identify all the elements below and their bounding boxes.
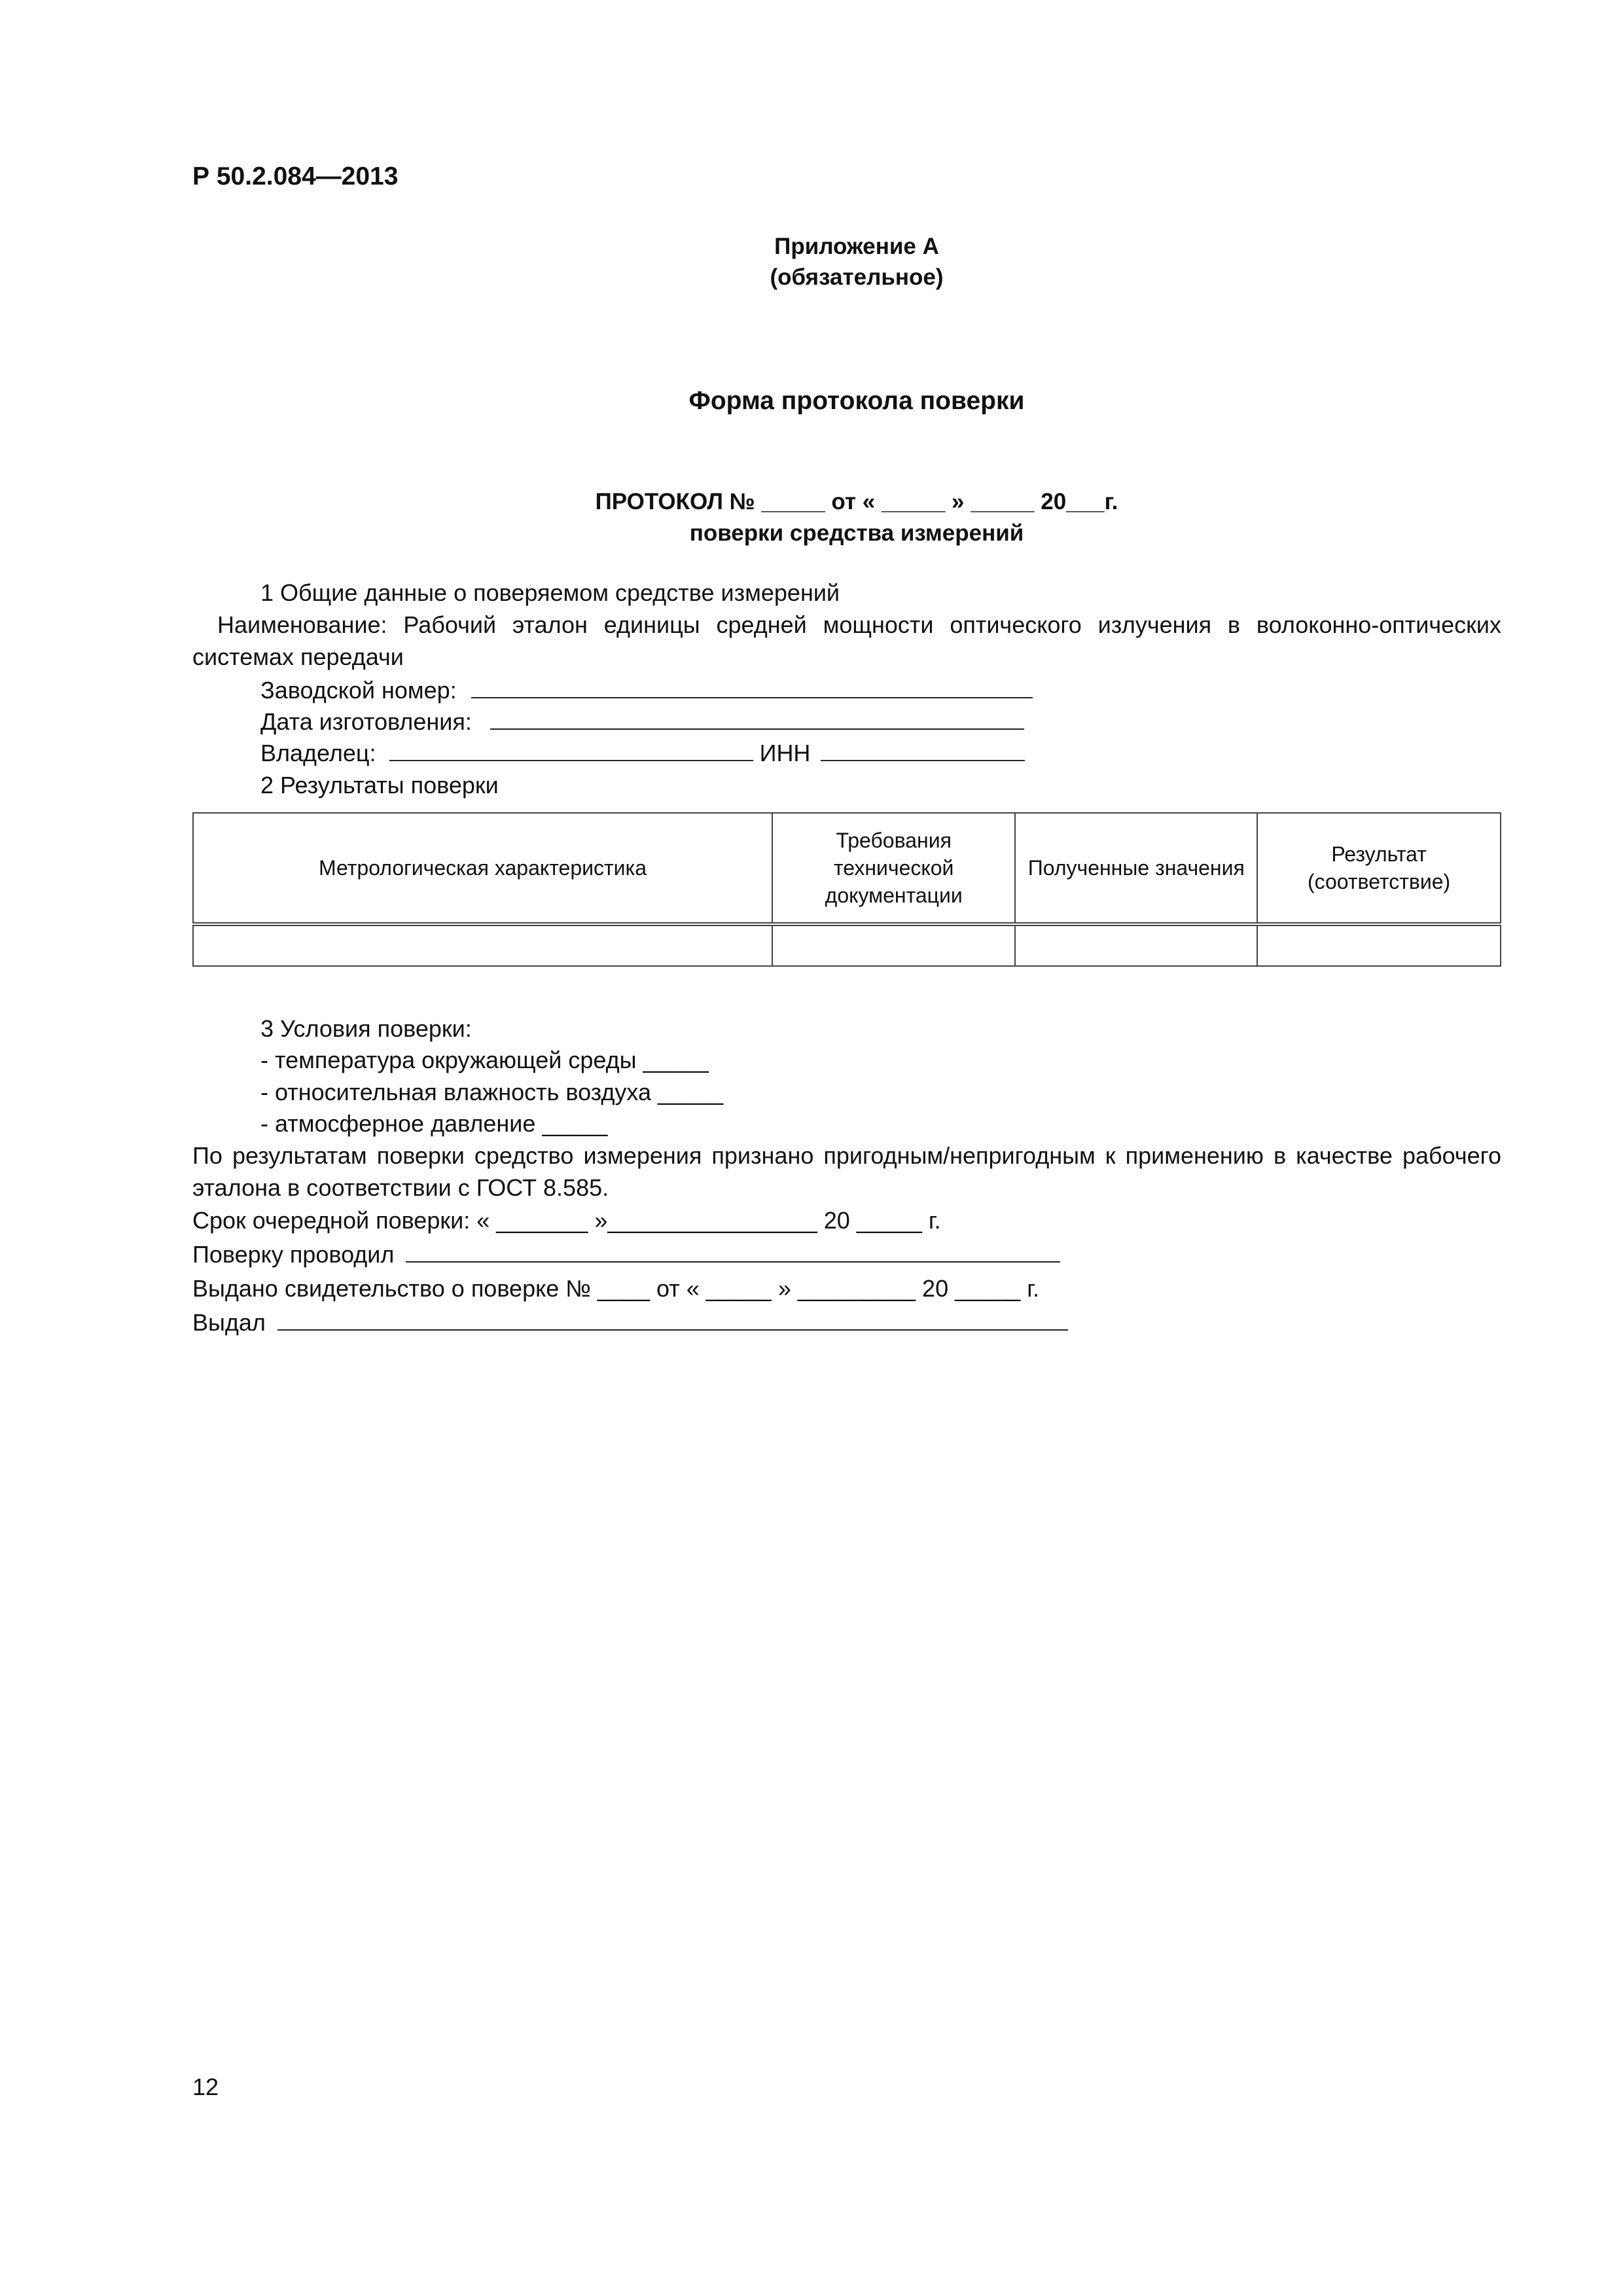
next-check-date: Срок очередной поверки: « _______ »________________ 20 _____ г. [192,1207,941,1234]
header-obtained-values: Полученные значения [1015,813,1257,924]
certificate-issued: Выдано свидетельство о поверке № ____ от « _____ » _________ 20 _____ г. [192,1275,1039,1302]
header-result: Результат (соответствие) [1257,813,1501,924]
appendix-status: (обязательное) [770,264,944,290]
owner-label: Владелец: [260,740,376,766]
section3-heading: 3 Условия поверки: [260,1015,472,1042]
performed-by-field[interactable] [406,1239,1060,1263]
appendix-title: Приложение А [774,234,939,259]
serial-number-field[interactable] [471,675,1033,698]
inn-label: ИНН [759,740,811,766]
cell-obtained[interactable] [1015,924,1257,966]
condition-humidity: - относительная влажность воздуха _____ [260,1079,724,1105]
results-table-header-row [193,813,1501,924]
serial-number-row [260,675,1033,706]
performed-by-row [192,1239,1060,1270]
document-code: Р 50.2.084—2013 [192,162,399,190]
page-number: 12 [192,2073,219,2100]
table-row [193,924,1501,966]
section2-heading: 2 Результаты поверки [260,772,499,798]
condition-pressure: - атмосферное давление _____ [260,1110,608,1137]
instrument-name: Наименование: Рабочий эталон единицы средней мощности оптического излучения в волоконно-оптических системах передачи [192,611,1501,670]
form-title: Форма протокола поверки [688,387,1025,415]
header-requirements: Требования технической документации [772,813,1015,924]
cell-requirements[interactable] [772,924,1015,966]
cell-result[interactable] [1257,924,1501,966]
protocol-title: ПРОТОКОЛ № _____ от « _____ » _____ 20___г. [595,489,1118,514]
section1-heading: 1 Общие данные о поверяемом средстве измерений [260,579,840,606]
issued-by-label: Выдал [192,1309,266,1336]
cell-characteristic[interactable] [193,924,772,966]
header-metrological-characteristic: Метрологическая характеристика [193,813,772,924]
protocol-subtitle: поверки средства измерений [689,520,1024,546]
issued-by-field[interactable] [277,1307,1068,1331]
owner-row [260,738,1025,769]
issued-by-row [192,1307,1068,1338]
condition-temperature: - температура окружающей среды _____ [260,1047,709,1073]
manufacture-date-label: Дата изготовления: [260,708,472,735]
manufacture-date-row [260,706,1024,738]
inn-field[interactable] [821,738,1025,761]
performed-by-label: Поверку проводил [192,1241,395,1268]
manufacture-date-field[interactable] [490,706,1024,730]
conclusion-text: По результатам поверки средство измерения признано пригодным/непригодным к применению в качестве рабочего эталона в соответствии с ГОСТ 8.585. [192,1142,1501,1201]
serial-number-label: Заводской номер: [260,677,457,704]
results-table [192,812,1501,967]
owner-field[interactable] [389,738,753,761]
